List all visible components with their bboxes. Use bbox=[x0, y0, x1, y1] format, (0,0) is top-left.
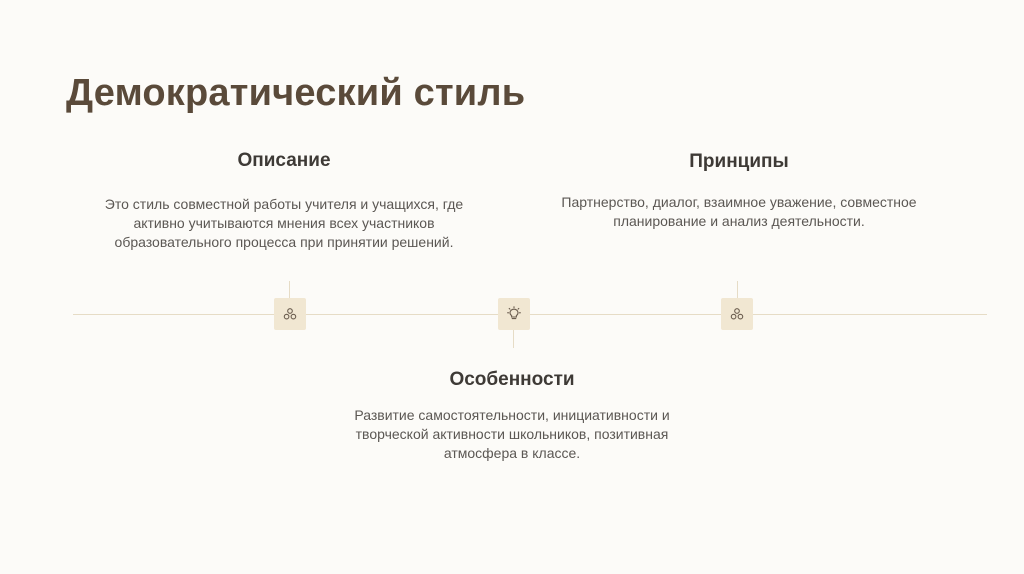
features-line: творческой активности школьников, позитивная bbox=[355, 426, 669, 442]
timeline-marker-features bbox=[498, 298, 530, 330]
timeline-connector bbox=[289, 281, 290, 298]
timeline-line bbox=[73, 314, 987, 315]
timeline-connector bbox=[737, 281, 738, 298]
circles-icon bbox=[729, 306, 745, 322]
lightbulb-icon bbox=[506, 306, 522, 322]
features-line: атмосфера в классе. bbox=[443, 445, 581, 461]
features-heading: Особенности bbox=[449, 369, 575, 390]
description-text bbox=[74, 195, 494, 252]
timeline-marker-description bbox=[274, 298, 306, 330]
principles-line: Партнерство, диалог, взаимное уважение, совместное bbox=[561, 194, 917, 210]
principles-card bbox=[530, 151, 948, 231]
circles-icon bbox=[282, 306, 298, 322]
features-line: Развитие самостоятельности, инициативности и bbox=[354, 407, 670, 423]
description-line: Это стиль совместной работы учителя и учащихся, где bbox=[104, 196, 464, 212]
description-card bbox=[74, 150, 494, 252]
description-line: образовательного процесса при принятии решений. bbox=[114, 234, 454, 250]
features-text bbox=[300, 406, 724, 463]
page-title: Демократический стиль bbox=[66, 72, 526, 114]
timeline-connector bbox=[513, 330, 514, 348]
timeline-marker-principles bbox=[721, 298, 753, 330]
principles-line: планирование и анализ деятельности. bbox=[613, 213, 865, 229]
description-heading: Описание bbox=[237, 150, 331, 171]
features-card bbox=[300, 369, 724, 463]
description-line: активно учитываются мнения всех участников bbox=[133, 215, 435, 231]
principles-heading: Принципы bbox=[689, 151, 789, 172]
principles-text bbox=[530, 193, 948, 231]
